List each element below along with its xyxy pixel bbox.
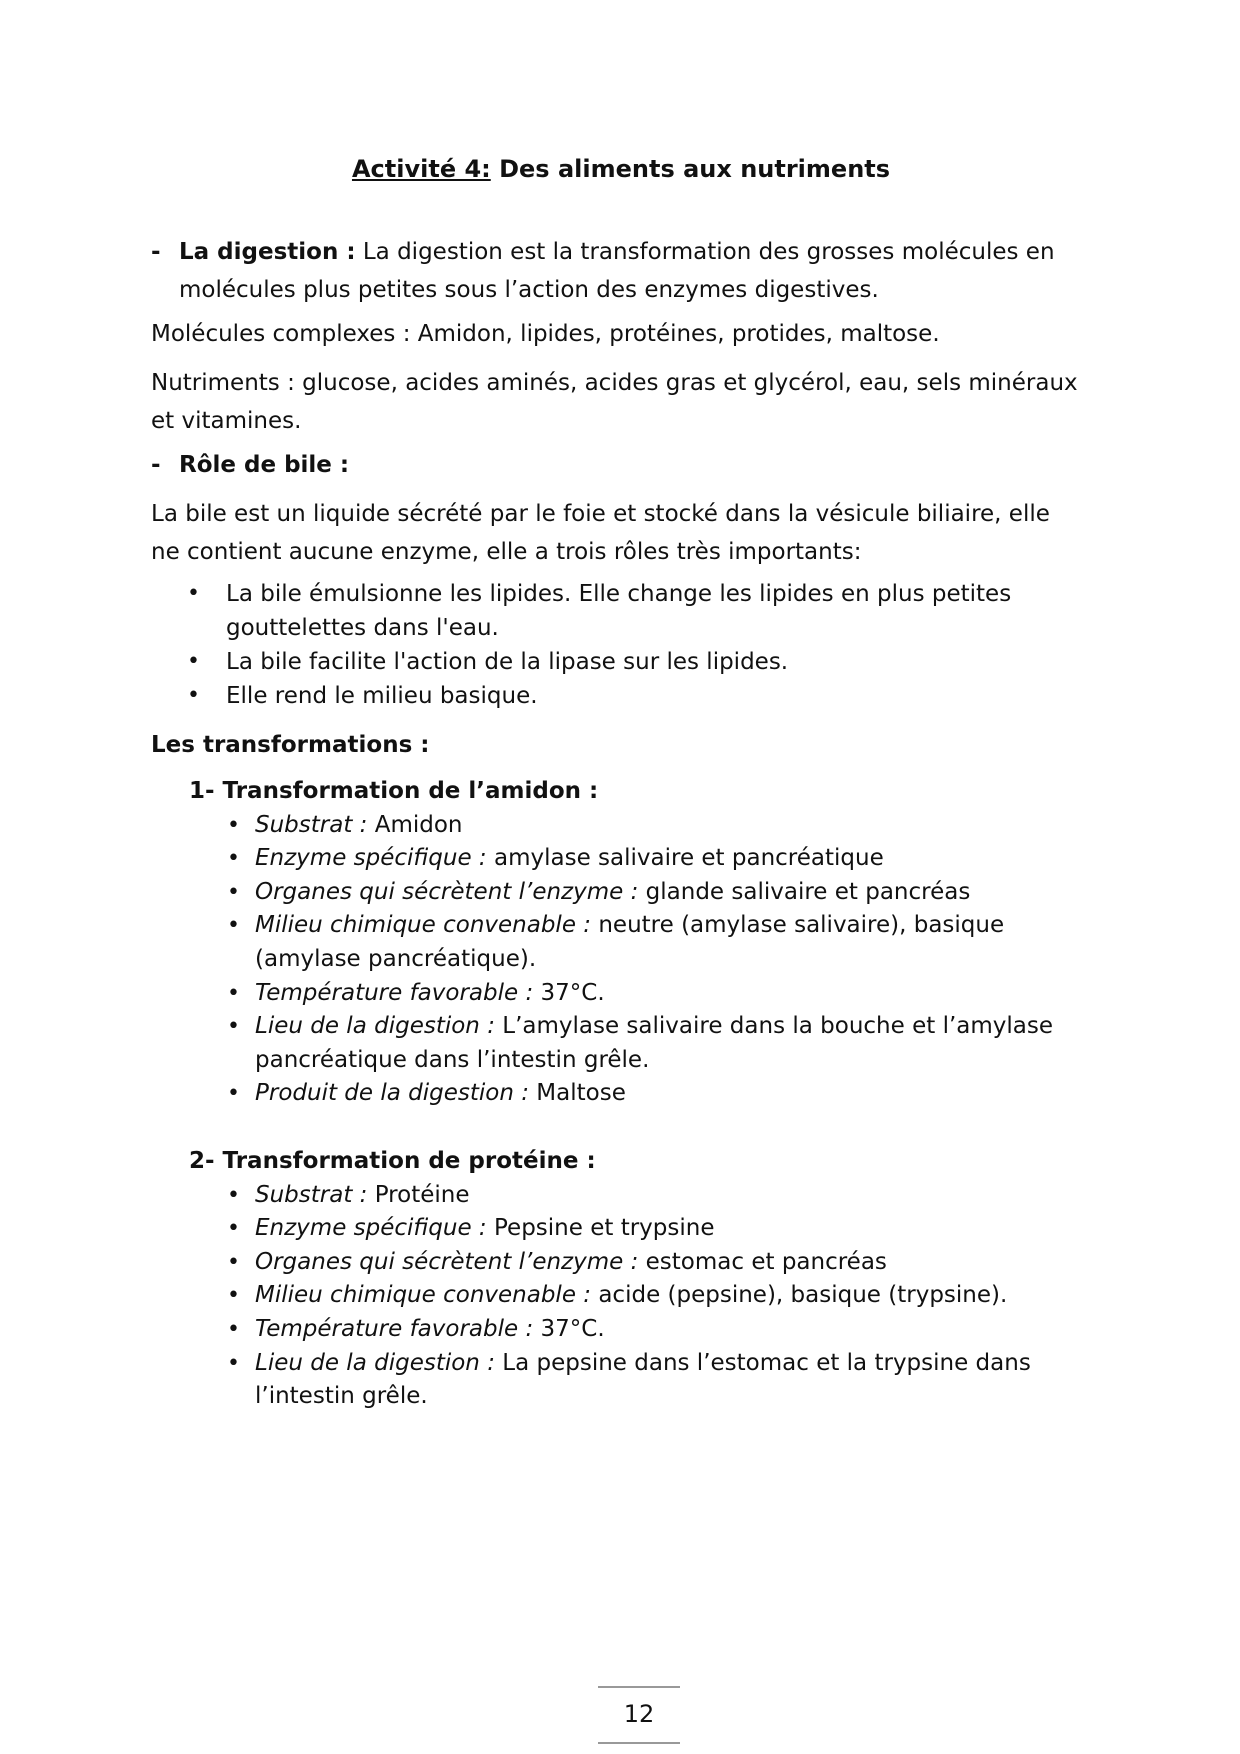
digestion-text-2: molécules plus petites sous l’action des enzymes digestives. [179,277,879,303]
bile-roles-list [151,577,1091,713]
bile-intro-line-1: La bile est un liquide sécrété par le foie et stocké dans la vésicule biliaire, elle [151,501,1050,527]
list-item: • Substrat : Amidon [151,809,1091,843]
bile-heading-text: Rôle de bile : [179,452,350,478]
list-item-continued: l’intestin grêle. [255,1383,428,1410]
transformations-heading: Les transformations : [151,732,430,758]
amidon-heading: 1- Transformation de l’amidon : [189,778,599,804]
bile-intro-line-2: ne contient aucune enzyme, elle a trois rôles très importants: [151,539,862,565]
list-item: • La bile facilite l'action de la lipase sur les lipides. [151,645,1091,679]
list-item: • Lieu de la digestion : La pepsine dans l’estomac et la trypsine dans [151,1347,1091,1381]
list-item: • La bile émulsionne les lipides. Elle change les lipides en plus petites [151,577,1091,611]
nutriments-line-2: et vitamines. [151,408,302,434]
page-title [151,150,1091,188]
list-item: • Milieu chimique convenable : acide (pepsine), basique (trypsine). [151,1279,1091,1313]
footer-bottom-rule [598,1742,680,1744]
footer-top-rule [598,1686,680,1688]
list-item: • Elle rend le milieu basique. [151,679,1091,713]
amidon-section [151,775,1091,1111]
list-item: • Organes qui sécrètent l’enzyme : estomac et pancréas [151,1246,1091,1280]
page-number: 12 [623,1700,655,1728]
dash-bullet: - [151,452,161,478]
nutriments-paragraph [151,364,1091,440]
list-item: • Lieu de la digestion : L’amylase salivaire dans la bouche et l’amylase [151,1010,1091,1044]
bile-heading [151,446,1091,484]
list-item: • Enzyme spécifique : Pepsine et trypsine [151,1212,1091,1246]
nutriments-line-1: Nutriments : glucose, acides aminés, acides gras et glycérol, eau, sels minéraux [151,370,1078,396]
list-item-continued: pancréatique dans l’intestin grêle. [255,1046,650,1073]
digestion-definition [151,233,1091,309]
list-item: • Température favorable : 37°C. [151,977,1091,1011]
list-item-continued: (amylase pancréatique). [255,945,537,972]
list-item: • Enzyme spécifique : amylase salivaire et pancréatique [151,842,1091,876]
proteine-heading: 2- Transformation de protéine : [189,1148,596,1174]
digestion-term: La digestion : [179,239,356,265]
molecules-paragraph: Molécules complexes : Amidon, lipides, protéines, protides, maltose. [151,321,940,347]
list-item: • Milieu chimique convenable : neutre (amylase salivaire), basique [151,909,1091,943]
list-item: • Substrat : Protéine [151,1179,1091,1213]
title-rest: Des aliments aux nutriments [490,155,891,183]
amidon-list [151,809,1091,1111]
proteine-list [151,1179,1091,1414]
proteine-section [151,1145,1091,1414]
digestion-text-1: La digestion est la transformation des grosses molécules en [355,239,1055,265]
list-item-continued: gouttelettes dans l'eau. [226,615,499,641]
list-item: • Température favorable : 37°C. [151,1313,1091,1347]
title-underlined: Activité 4: [351,155,491,183]
list-item: • Organes qui sécrètent l’enzyme : glande salivaire et pancréas [151,876,1091,910]
list-item: • Produit de la digestion : Maltose [151,1077,1091,1111]
bile-intro [151,495,1091,571]
dash-bullet: - [151,239,161,265]
